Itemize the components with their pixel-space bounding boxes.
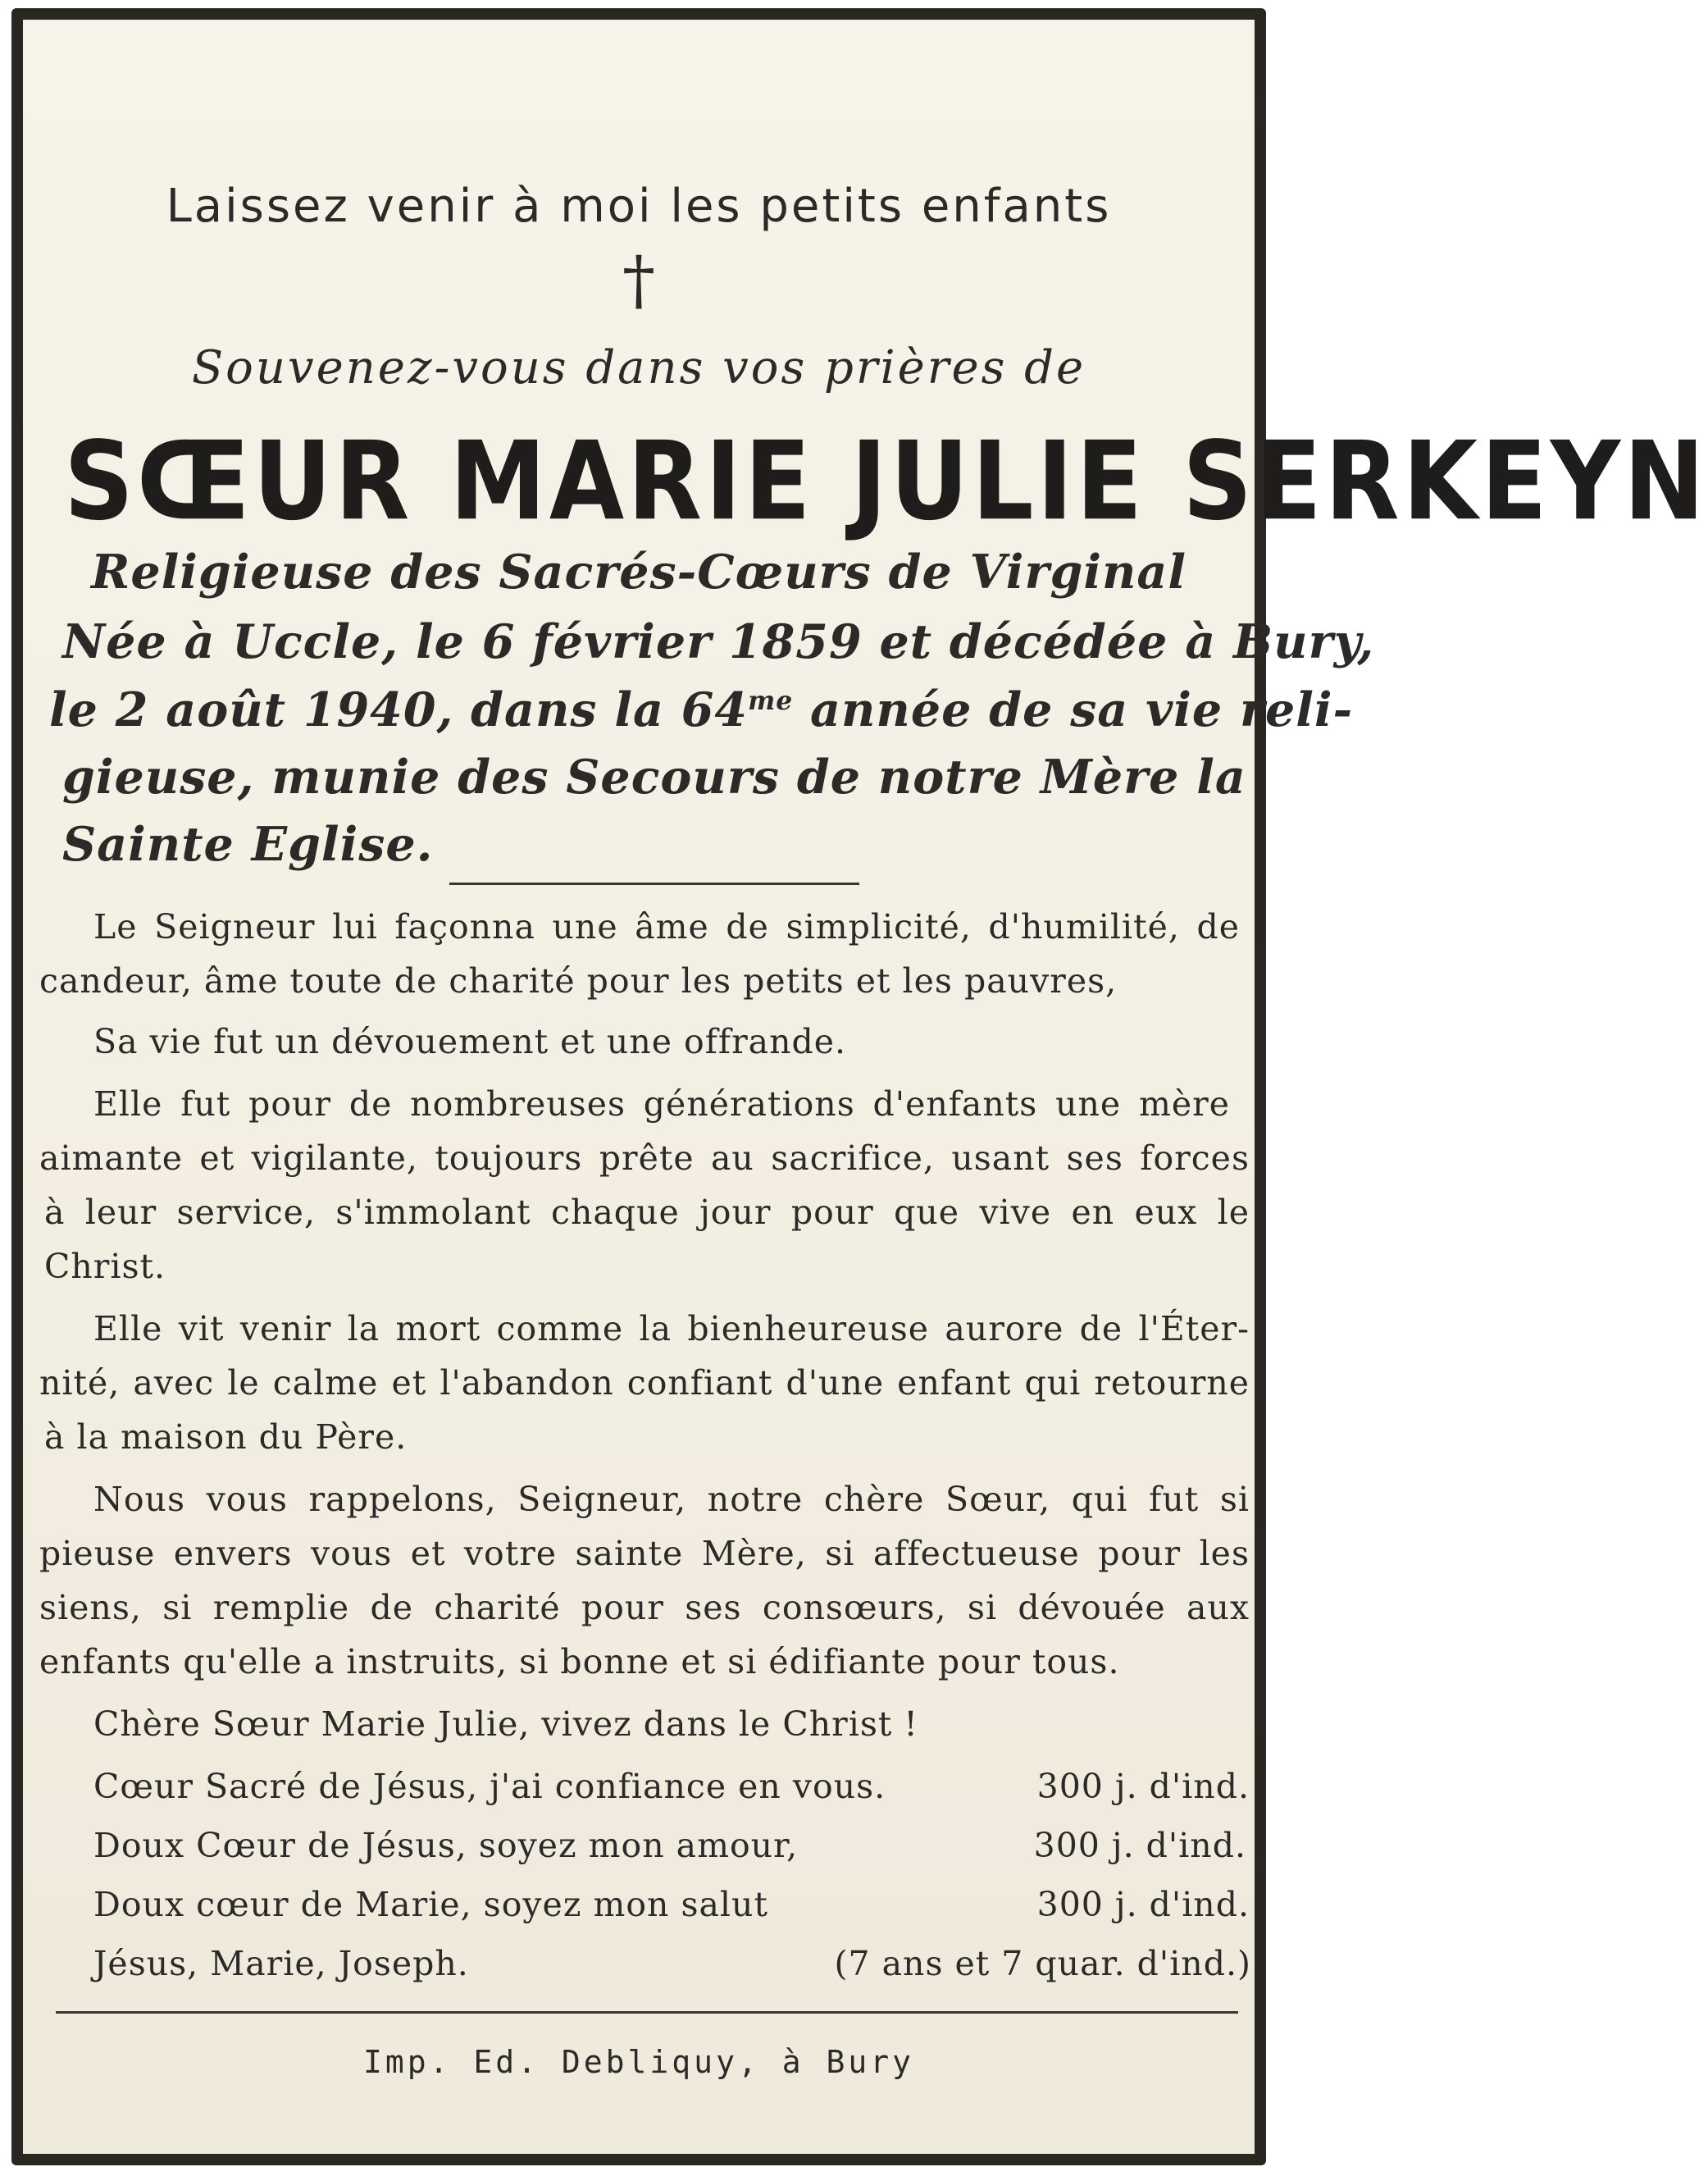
prayer-line: Doux cœur de Marie, soyez mon salut [93,1885,768,1924]
religious-order: Religieuse des Sacrés-Cœurs de Virginal [90,545,1187,600]
paragraph-line: enfants qu'elle a instruits, si bonne et si édifiante pour tous. [39,1642,1120,1681]
paragraph-line: Elle fut pour de nombreuses générations d'enfants une mère [93,1084,1230,1124]
footer-divider [56,2011,1238,2014]
paragraph-line: Le Seigneur lui façonna une âme de simplicité, d'humilité, de [93,907,1240,947]
cross-icon: † [622,242,655,318]
paragraph-line: Sa vie fut un dévouement et une offrande. [93,1022,847,1061]
paragraph-line: candeur, âme toute de charité pour les petits et les pauvres, [39,961,1118,1001]
paragraph-line: à leur service, s'immolant chaque jour pour que vive en eux le [44,1193,1250,1232]
paragraph-line: pieuse envers vous et votre sainte Mère, si affectueuse pour les [39,1534,1250,1573]
ordinal-suffix: me [748,687,794,716]
deceased-name: SŒUR MARIE JULIE SERKEYN [64,417,1708,545]
card-paper [23,20,1708,2154]
paragraph-line: aimante et vigilante, toujours prête au sacrifice, usant ses forces [39,1138,1250,1178]
prayer-line: Cœur Sacré de Jésus, j'ai confiance en vous. [93,1767,886,1806]
death-date-text-end: année de sa vie reli- [793,682,1354,737]
birth-death-line: Née à Uccle, le 6 février 1859 et décédée à Bury, [62,614,1375,669]
death-date-line [49,682,1354,737]
indulgence-note: 300 j. d'ind. [1036,1767,1250,1806]
indulgence-note: 300 j. d'ind. [1033,1826,1246,1865]
paragraph-line: siens, si remplie de charité pour ses consœurs, si dévouée aux [39,1588,1250,1627]
prayer-line: Jésus, Marie, Joseph. [93,1944,469,1983]
indulgence-note: 300 j. d'ind. [1036,1885,1250,1924]
paragraph-line: Elle vit venir la mort comme la bienheureuse aurore de l'Éter- [93,1309,1250,1348]
motto: Laissez venir à moi les petits enfants [166,180,1112,233]
memorial-card [11,8,1708,2165]
indulgence-note: (7 ans et 7 quar. d'ind.) [834,1944,1251,1983]
paragraph-line: à la maison du Père. [44,1417,408,1457]
printer-imprint: Imp. Ed. Debliquy, à Bury [363,2044,914,2080]
closing-line: Chère Sœur Marie Julie, vivez dans le Christ ! [93,1704,918,1744]
paragraph-line: nité, avec le calme et l'abandon confiant d'une enfant qui retourne [39,1363,1250,1403]
remember-line: Souvenez-vous dans vos prières de [191,341,1086,395]
sacraments-line: gieuse, munie des Secours de notre Mère la [62,750,1246,805]
prayer-line: Doux Cœur de Jésus, soyez mon amour, [93,1826,799,1865]
death-date-text: le 2 août 1940, dans la 64 [49,682,749,737]
paragraph-line: Christ. [44,1247,166,1286]
divider [449,883,859,885]
church-line: Sainte Eglise. [62,817,434,872]
paragraph-line: Nous vous rappelons, Seigneur, notre chère Sœur, qui fut si [93,1480,1250,1519]
